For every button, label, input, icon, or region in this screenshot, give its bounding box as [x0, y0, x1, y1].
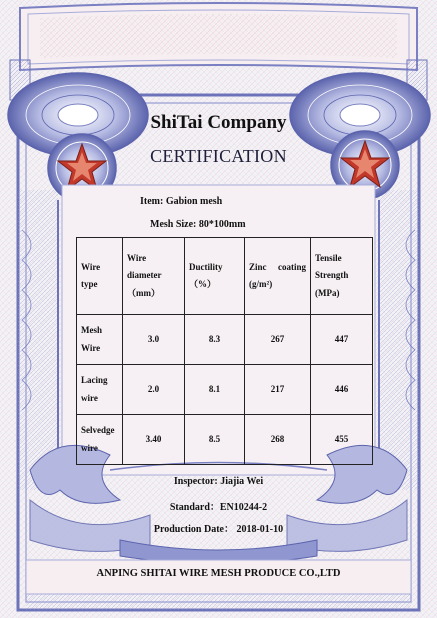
header-line: Wire: [81, 261, 101, 272]
cell-zinc: 267: [245, 315, 311, 365]
footer-company-name: ANPING SHITAI WIRE MESH PRODUCE CO.,LTD: [96, 568, 341, 579]
inspector-line: Inspector: Jiajia Wei: [173, 476, 264, 487]
cell-line: Selvedge: [81, 425, 115, 436]
header-line: Tensile: [315, 253, 342, 264]
cell-ductility: 8.3: [185, 315, 245, 365]
table-row: [77, 415, 373, 465]
table-header-row: [77, 238, 373, 315]
cell-diameter: 3.0: [123, 315, 185, 365]
cell-wire-type: [77, 365, 123, 415]
table-row: [77, 315, 373, 365]
production-date-line: Production Date： 2018-01-10: [153, 524, 284, 535]
cell-tensile: 455: [311, 415, 373, 465]
mesh-size-line: Mesh Size: 80*100mm: [150, 219, 246, 230]
header-line: type: [81, 279, 98, 289]
cell-line: Mesh: [81, 325, 102, 336]
cell-line: Lacing: [81, 375, 108, 386]
item-line: Item: Gabion mesh: [140, 196, 223, 207]
cell-wire-type: [77, 415, 123, 465]
header-line: coating: [278, 261, 306, 272]
cell-line: wire: [81, 392, 98, 403]
header-ductility: [185, 238, 245, 315]
cell-wire-type: [77, 315, 123, 365]
header-line: Strength: [315, 270, 349, 281]
table-row: [77, 365, 373, 415]
header-line: （mm）: [127, 287, 160, 298]
header-wire-diameter: [123, 238, 185, 315]
header-line: Wire diameter: [127, 253, 162, 281]
standard-line: Standard：EN10244-2: [169, 502, 268, 513]
spec-table: [76, 237, 373, 465]
company-title: ShiTai Company: [150, 112, 287, 133]
header-wire-type: [77, 238, 123, 315]
cell-zinc: 268: [245, 415, 311, 465]
header-zinc-coating: [245, 238, 311, 315]
cell-diameter: 3.40: [123, 415, 185, 465]
header-tensile-strength: [311, 238, 373, 315]
header-line: (g/m²): [249, 279, 273, 289]
cell-tensile: 447: [311, 315, 373, 365]
cell-ductility: 8.5: [185, 415, 245, 465]
cell-diameter: 2.0: [123, 365, 185, 415]
cell-zinc: 217: [245, 365, 311, 415]
cell-line: wire: [81, 442, 98, 453]
cell-tensile: 446: [311, 365, 373, 415]
cell-ductility: 8.1: [185, 365, 245, 415]
certification-title: CERTIFICATION: [150, 146, 287, 166]
cell-line: Wire: [81, 342, 101, 353]
header-line: Ductility（%）: [189, 261, 223, 289]
header-line: Zinc: [249, 261, 267, 272]
header-line: (MPa): [315, 287, 340, 298]
